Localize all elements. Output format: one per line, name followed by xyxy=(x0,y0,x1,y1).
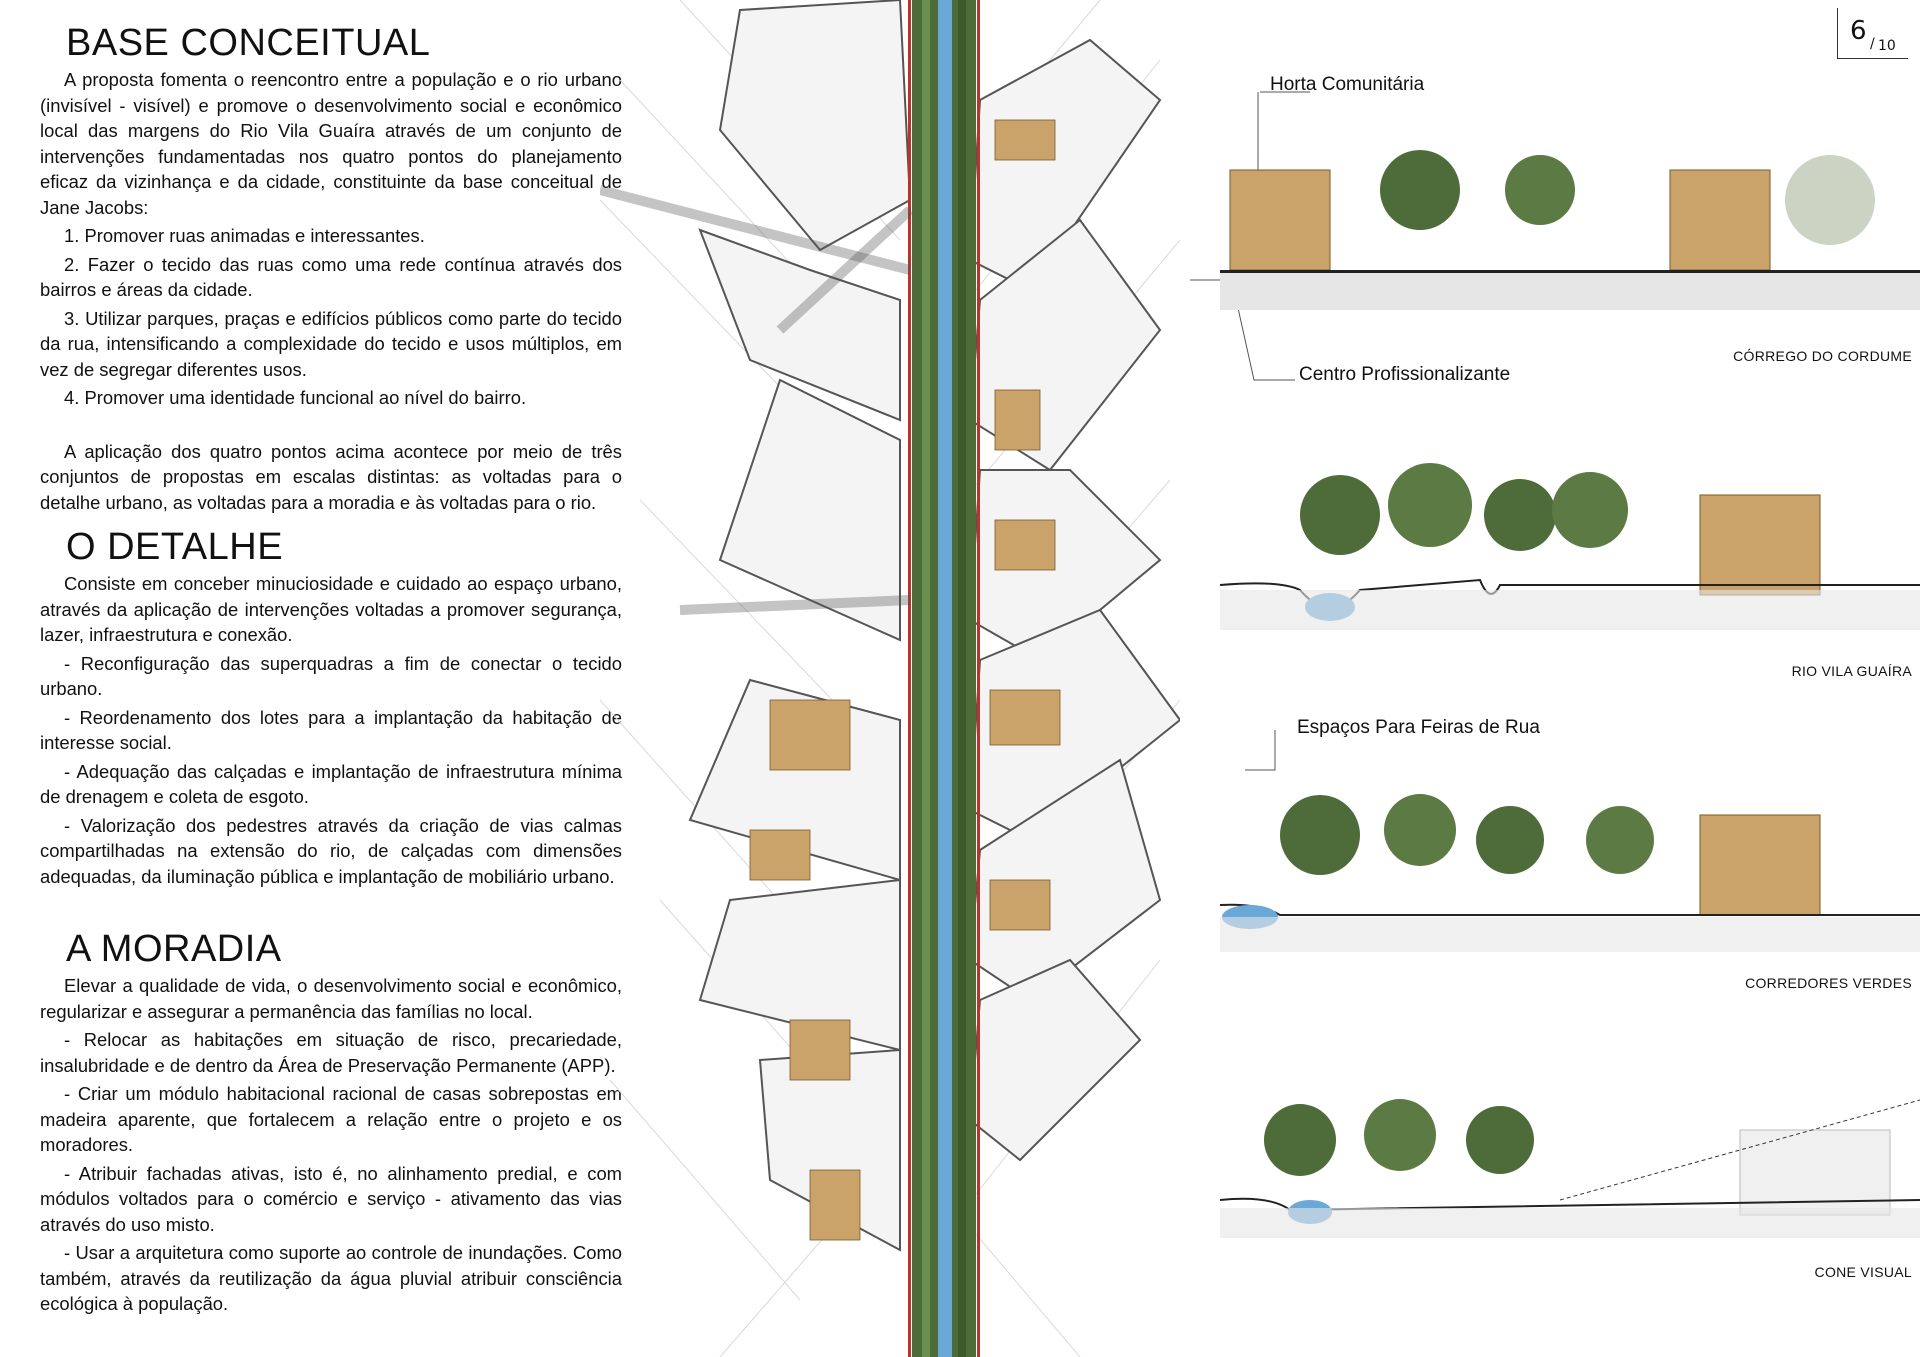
base-conceitual-title: BASE CONCEITUAL xyxy=(66,22,431,64)
section-1-drawing xyxy=(1220,130,1920,310)
moradia-item-3: - Atribuir fachadas ativas, isto é, no alinhamento predial, e com módulos voltados para o comércio e serviço - ativamento das vias através do uso misto. xyxy=(40,1162,622,1235)
callout-feiras: Espaços Para Feiras de Rua xyxy=(1297,717,1540,738)
section-rio-vila-guaira xyxy=(1220,455,1920,685)
linear-park xyxy=(908,0,980,1357)
section-3-drawing xyxy=(1220,785,1920,955)
road-line-left xyxy=(908,0,911,1357)
detalhe-title: O DETALHE xyxy=(66,526,284,568)
page-current: 6 xyxy=(1850,16,1867,46)
page-slash: / xyxy=(1870,36,1875,52)
page-number xyxy=(1837,8,1908,59)
detalhe-intro: Consiste em conceber minuciosidade e cuidado ao espaço urbano, através da aplicação de intervenções voltadas a promover segurança, lazer, infraestrutura e conexão. xyxy=(40,573,622,645)
section-4-drawing xyxy=(1220,1090,1920,1240)
housing-block-left xyxy=(1230,170,1330,270)
callout-horta: Horta Comunitária xyxy=(1270,74,1425,95)
moradia-item-4: - Usar a arquitetura como suporte ao controle de inundações. Como também, através da reutilização da água pluvial atribuir consciência ecológica à população. xyxy=(40,1242,622,1314)
base-point-1: 1. Promover ruas animadas e interessantes. xyxy=(64,225,425,246)
section-4-caption: CONE VISUAL xyxy=(1814,1264,1912,1280)
moradia-item-1: - Relocar as habitações em situação de risco, precariedade, insalubridade e de dentro da Área de Preservação Permanente (APP). xyxy=(40,1029,622,1076)
moradia-item-2: - Criar um módulo habitacional racional de casas sobrepostas em madeira aparente, que fortalecem a relação entre o projeto e os moradores. xyxy=(40,1083,622,1155)
housing-block-right xyxy=(1670,170,1770,270)
base-point-3: 3. Utilizar parques, praças e edifícios públicos como parte do tecido da rua, intensificando a complexidade do tecido e usos múltiplos, em vez de segregar diferentes usos. xyxy=(40,307,622,380)
road-line-right xyxy=(977,0,980,1357)
section-1-caption: CÓRREGO DO CORDUME xyxy=(1733,348,1912,364)
section-corrego-do-cordume xyxy=(1220,130,1920,370)
section-corredores-verdes xyxy=(1220,785,1920,1005)
base-point-4: 4. Promover uma identidade funcional ao nível do bairro. xyxy=(64,387,527,408)
detalhe-section xyxy=(40,526,622,889)
callout-centro: Centro Profissionalizante xyxy=(1299,364,1511,385)
base-closing: A aplicação dos quatro pontos acima acontece por meio de três conjuntos de propostas em escalas distintas: as voltadas para o detalhe urbano, as voltadas para a moradia e às voltadas para o rio. xyxy=(40,440,622,513)
moradia-section xyxy=(40,928,622,1317)
base-intro: A proposta fomenta o reencontro entre a população e o rio urbano (invisível - visível) e promove o desenvolvimento social e econômico local das margens do Rio Vila Guaíra através de um conjunto de intervenções fundamentadas nos quatro pontos do planejamento eficaz da vizinhança e da cidade, constituinte da base conceitual de Jane Jacobs: xyxy=(40,69,622,218)
detalhe-item-4: - Valorização dos pedestres através da criação de vias calmas compartilhadas na extensão do rio, de calçadas com dimensões adequadas, da iluminação pública e implantação de mobiliário urbano. xyxy=(40,814,622,887)
base-conceitual-section xyxy=(40,22,622,515)
moradia-intro: Elevar a qualidade de vida, o desenvolvimento social e econômico, regularizar e assegurar a permanência das famílias no local. xyxy=(40,975,622,1022)
base-point-2: 2. Fazer o tecido das ruas como uma rede contínua através dos bairros e áreas da cidade. xyxy=(40,253,622,300)
section-3-caption: CORREDORES VERDES xyxy=(1745,975,1912,991)
detalhe-item-2: - Reordenamento dos lotes para a implantação da habitação de interesse social. xyxy=(40,706,622,753)
river-channel xyxy=(938,0,952,1357)
detalhe-item-3: - Adequação das calçadas e implantação de infraestrutura mínima de drenagem e coleta de esgoto. xyxy=(40,760,622,807)
moradia-title: A MORADIA xyxy=(66,928,282,970)
page-total: 10 xyxy=(1878,38,1896,54)
detalhe-item-1: - Reconfiguração das superquadras a fim de conectar o tecido urbano. xyxy=(40,652,622,699)
section-cone-visual xyxy=(1220,1090,1920,1290)
section-2-caption: RIO VILA GUAÍRA xyxy=(1791,663,1912,679)
section-2-drawing xyxy=(1220,455,1920,635)
master-plan-drawing xyxy=(600,0,1180,1357)
